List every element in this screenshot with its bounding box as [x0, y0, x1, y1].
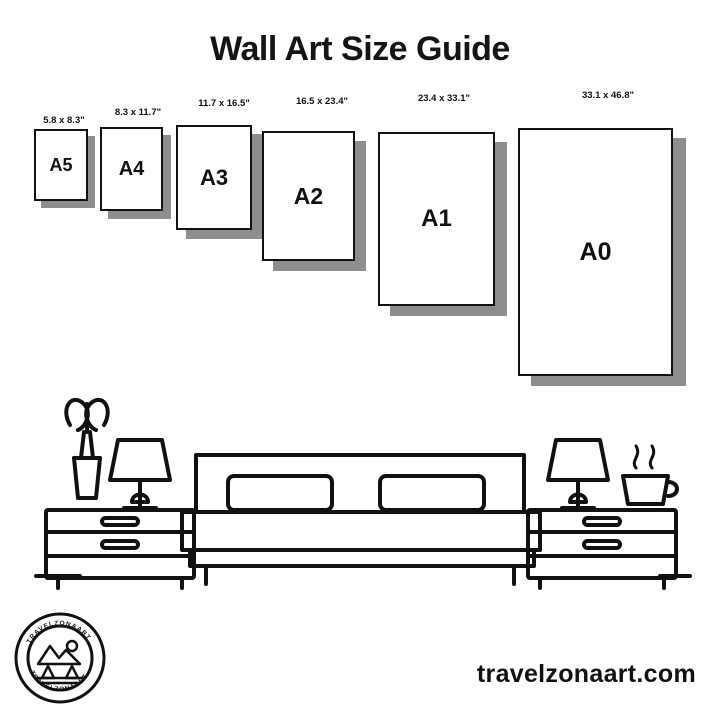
- frame-label-a0: A0: [579, 237, 612, 266]
- frame-label-a5: A5: [49, 154, 73, 175]
- frame-group-a0: [518, 90, 698, 400]
- left-table-lamp: [110, 440, 170, 508]
- website-url: travelzonaart.com: [476, 660, 696, 688]
- drawer-handle-bottom-right: [584, 541, 620, 548]
- sun-icon: [67, 641, 77, 651]
- frame-dimensions-a4: 8.3 x 11.7": [114, 107, 162, 118]
- frame-label-a4: A4: [118, 157, 145, 180]
- drawer-handle-bottom-left: [102, 541, 138, 548]
- bed: [182, 455, 540, 584]
- brand-logo-svg: [14, 612, 106, 704]
- frame-dimensions-a5: 5.8 x 8.3": [43, 115, 85, 126]
- drawer-handle-top-right: [584, 518, 620, 525]
- frame-box-a4: [100, 127, 163, 211]
- brand-logo: [14, 612, 106, 704]
- frame-dimensions-a0: 33.1 x 46.8": [581, 90, 635, 101]
- frame-group-a1: [378, 93, 510, 333]
- frame-dimensions-a3: 11.7 x 16.5": [198, 98, 250, 109]
- logo-brand-text-bottom: TRAVELZONAART: [28, 669, 90, 694]
- frame-group-a4: [100, 107, 176, 217]
- mattress: [182, 512, 540, 550]
- bedroom-scene-svg: [0, 380, 720, 600]
- pillow-right: [380, 476, 484, 510]
- frame-label-a1: A1: [421, 205, 452, 232]
- tree-icon-left: [42, 666, 54, 678]
- left-nightstand: [46, 510, 194, 588]
- frame-group-a3: [176, 98, 272, 253]
- page-title: Wall Art Size Guide: [210, 30, 510, 68]
- frame-box-a3: [176, 125, 252, 230]
- frame-group-a5: [34, 115, 94, 195]
- vase-with-flowers: [66, 400, 107, 498]
- frame-box-a5: [34, 129, 88, 201]
- frame-box-a2: [262, 131, 355, 261]
- bedroom-scene-illustration: [0, 380, 720, 600]
- bed-base: [190, 550, 534, 566]
- logo-brand-text-top: TRAVELZONAART: [25, 619, 93, 645]
- frame-dimensions-a1: 23.4 x 33.1": [417, 93, 471, 104]
- tree-icon-right: [66, 666, 78, 678]
- frame-label-a2: A2: [293, 182, 324, 209]
- right-nightstand: [528, 510, 676, 588]
- pillow-left: [228, 476, 332, 510]
- mountain-icon: [38, 646, 80, 664]
- right-table-lamp: [548, 440, 608, 508]
- frame-label-a3: A3: [199, 164, 229, 190]
- frame-box-a1: [378, 132, 495, 306]
- coffee-cup: [623, 446, 677, 504]
- frame-box-a0: [518, 128, 673, 376]
- frame-dimensions-a2: 16.5 x 23.4": [295, 96, 349, 107]
- drawer-handle-top-left: [102, 518, 138, 525]
- frame-group-a2: [262, 96, 382, 286]
